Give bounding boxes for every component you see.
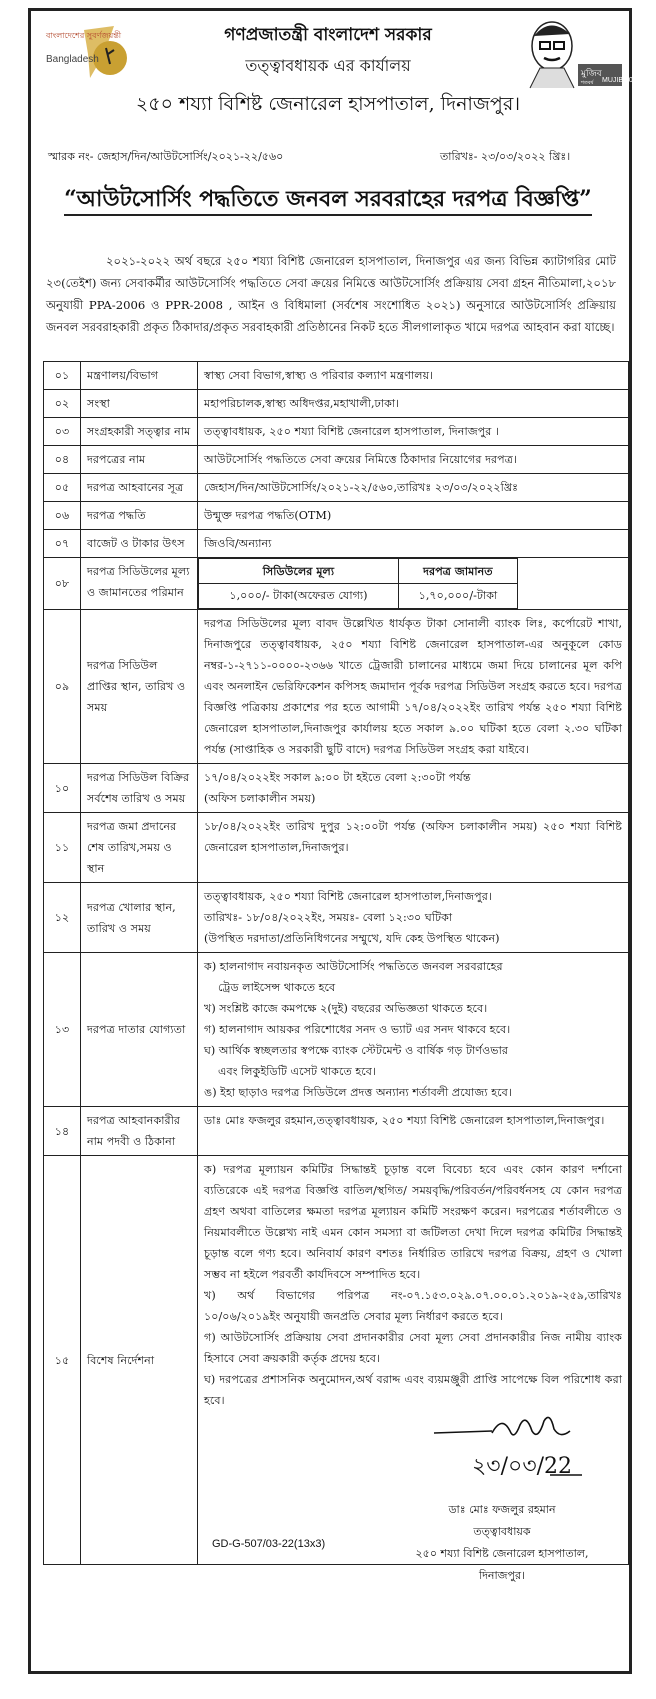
row-number: ১৪ xyxy=(44,1107,81,1156)
table-row xyxy=(44,558,629,610)
logo-right-bn-text: মুজিব xyxy=(581,69,602,79)
row-value: মহাপরিচালক,স্বাস্থ্য অধিদপ্তর,মহাখালী,ঢাকা। xyxy=(198,390,629,418)
intro-paragraph: ২০২১-২০২২ অর্থ বছরে ২৫০ শয্যা বিশিষ্ট জেনারেল হাসপাতাল, দিনাজপুর এর জন্য বিভিন্ন ক্যাটাগরির মোট ২৩(তেইশ) জন্য সেবাকর্মীর আউটসোর্সিং পদ্ধতিতে সেবা ক্রয়ের নিমিত্তে আউটসোর্সিং প্রক্রিয়ায় সেবা গ্রহন নীতিমালা,২০১৮ অনুযায়ী PPA-2006 ও PPR-2008 , আইন ও বিধিমালা (সর্বশেষ সংশোধিত ২০২১) অনুসারে আউটসোর্সিং প্রক্রিয়ায় জনবল সরবরাহকারী প্রকৃত ঠিকাদার/প্রকৃত সরবাহকারী প্রতিষ্ঠানের নিকট হতে সীলগালাকৃত খামে দরপত্র আহবান করা যাচ্ছে। xyxy=(46,254,616,334)
row-value xyxy=(198,883,629,953)
table-row xyxy=(44,418,629,446)
row-value: স্বাস্থ্য সেবা বিভাগ,স্বাস্থ্য ও পরিবার কল্যাণ মন্ত্রণালয়। xyxy=(198,362,629,390)
row-label: দরপত্র আহবানের সূত্র xyxy=(81,474,198,502)
row-label: বাজেট ও টাকার উৎস xyxy=(81,530,198,558)
qualification-item: ঘ) আর্থিক স্বচ্ছলতার স্বপক্ষে ব্যাংক স্টেটমেন্ট ও বার্ষিক গড় টার্ণওভার xyxy=(204,1044,509,1057)
table-row xyxy=(44,390,629,418)
row-number: ১০ xyxy=(44,764,81,813)
ad-code: GD-G-507/03-22(13x3) xyxy=(212,1538,326,1550)
table-row xyxy=(44,530,629,558)
tender-spec-table xyxy=(43,361,629,1582)
row-number: ০৫ xyxy=(44,474,81,502)
table-row xyxy=(44,502,629,530)
row-label: দরপত্র সিডিউল বিক্রির সর্বশেষ তারিখ ও সময় xyxy=(81,764,198,813)
fee-schedule-price: ১,০০০/- টাকা(অফেরত যোগ্য) xyxy=(199,584,399,609)
row-label: দরপত্র দাতার যোগ্যতা xyxy=(81,953,198,1107)
row-number: ১৩ xyxy=(44,953,81,1107)
memo-date: তারিখঃ- ২৩/০৩/২০২২ খ্রিঃ। xyxy=(440,150,571,163)
table-row xyxy=(44,610,629,764)
signatory-info xyxy=(392,1499,612,1587)
fee-table xyxy=(198,558,518,609)
row-number: ০৯ xyxy=(44,610,81,764)
row-label: দরপত্র সিডিউল প্রাপ্তির স্থান, তারিখ ও সময় xyxy=(81,610,198,764)
signatory-name: ডাঃ মোঃ ফজলুর রহমান xyxy=(448,1503,556,1516)
row-value: জেহাস/দিন/আউটসোর্সিং/২০২১-২২/৫৬০,তারিখঃ ২৩/০৩/২০২২খ্রিঃ xyxy=(198,474,629,502)
row-line: (অফিস চলাকালীন সময়) xyxy=(204,792,316,805)
row-line: ১৭/০৪/২০২২ইং সকাল ৯:০০ টা হইতে বেলা ২:৩০টা পর্যন্ত xyxy=(204,771,471,784)
signature-date: ২৩/০৩/22 xyxy=(472,1454,573,1479)
signatory-city: দিনাজপুর। xyxy=(479,1569,525,1582)
notice-title xyxy=(0,182,656,219)
fee-header-schedule-price: সিডিউলের মূল্য xyxy=(199,559,399,584)
fee-security: ১,৭০,০০০/-টাকা xyxy=(398,584,517,609)
row-value xyxy=(198,953,629,1107)
qualification-item: ট্রেড লাইসেন্স থাকতে হবে xyxy=(218,981,336,994)
signature-icon xyxy=(432,1411,582,1481)
signatory-designation: তত্ত্বাবধায়ক xyxy=(473,1525,531,1538)
row-label: মন্ত্রণালয়/বিভাগ xyxy=(81,362,198,390)
table-row xyxy=(44,764,629,813)
table-row xyxy=(44,813,629,883)
row-number: ০৩ xyxy=(44,418,81,446)
row-value xyxy=(198,1156,629,1582)
row-value: উন্মুক্ত দরপত্র পদ্ধতি(OTM) xyxy=(198,502,629,530)
row-label: দরপত্র জমা প্রদানের শেষ তারিখ,সময় ও স্থান xyxy=(81,813,198,883)
row-value: দরপত্র সিডিউলের মূল্য বাবদ উল্লেখিত ধার্যকৃত টাকা সোনালী ব্যাংক লিঃ, কর্পোরেট শাখা, দিনাজপুরে তত্ত্বাবধায়ক, ২৫০ শয্যা বিশিষ্ট জেনারেল হাসপাতাল-এর অনুকূলে কোড নম্বর-১-২৭১১-০০০০-২৩৬৬ খাতে ট্রেজারী চালানের মাধ্যমে জমা দিয়ে চালানের মূল কপি এবং অনলাইন ভেরিফিকেশন কপিসহ জমাদান পূর্বক দরপত্র সিডিউল সংগ্রহ করতে হবে। দরপত্র বিজ্ঞপ্তি পত্রিকায় প্রকাশের পর হতে আগামী ১৭/০৪/২০২২ইং তারিখ পর্যন্ত ২৫০ শয্যা বিশিষ্ট জেনারেল হাসপাতাল,দিনাজপুর কার্যালয় হতে সকাল ৯.০০ ঘটিকা হতে বেলা ২.৩০ ঘটিকা পর্যন্ত (সাপ্তাহিক ও সরকারী ছুটি বাদে) দরপত্র সিডিউল সংগ্রহ করা যাইবে। xyxy=(198,610,629,764)
row-value: ১৮/০৪/২০২২ইং তারিখ দুপুর ১২:০০টা পর্যন্ত (অফিস চলাকালীন সময়) ২৫০ শয্যা বিশিষ্ট জেনারেল হাসপাতাল,দিনাজপুর। xyxy=(198,813,629,883)
memo-reference: স্মারক নং- জেহাস/দিন/আউটসোর্সিং/২০২১-২২/৫৬০ xyxy=(48,150,284,163)
qualification-item: গ) হালনাগাদ আয়কর পরিশোধের সনদ ও ভ্যাট এর সনদ থাকবে হবে। xyxy=(204,1023,511,1036)
row-value: আউটসোর্সিং পদ্ধতিতে সেবা ক্রয়ের নিমিত্তে ঠিকাদার নিয়োগের দরপত্র। xyxy=(198,446,629,474)
logo-left-bn-text: বাংলাদেশের সুবর্ণজয়ন্তী xyxy=(46,31,122,40)
instruction-item: খ) অর্থ বিভাগের পরিপত্র নং-০৭.১৫৩.০২৯.০৭.০০.০১.২০১৯-২৫৯,তারিখঃ ১০/০৬/২০১৯ইং অনুযায়ী জনপ্রতি সেবার মূল্য নির্ধারণ করতে হবে। xyxy=(204,1289,622,1323)
row-number: ১১ xyxy=(44,813,81,883)
row-label: দরপত্র আহবানকারীর নাম পদবী ও ঠিকানা xyxy=(81,1107,198,1156)
instruction-item: ঘ) দরপত্রের প্রশাসনিক অনুমোদন,অর্থ বরাদ্দ এবং ব্যয়মঞ্জুরী প্রাপ্তি সাপেক্ষে বিল পরিশোধ করা হবে। xyxy=(204,1373,622,1407)
notice-title-text: “আউটসোর্সিং পদ্ধতিতে জনবল সরবরাহের দরপত্র বিজ্ঞপ্তি” xyxy=(64,186,592,216)
row-number: ০২ xyxy=(44,390,81,418)
table-row xyxy=(44,446,629,474)
row-line: (উপস্থিত দরদাতা/প্রতিনিধিগনের সম্মুখে, যদি কেহ উপস্থিত থাকেন) xyxy=(204,932,500,945)
row-number: ০১ xyxy=(44,362,81,390)
row-number: ০৭ xyxy=(44,530,81,558)
row-number: ০৬ xyxy=(44,502,81,530)
fee-header-security: দরপত্র জামানত xyxy=(398,559,517,584)
signatory-office: ২৫০ শয্যা বিশিষ্ট জেনারেল হাসপাতাল, xyxy=(415,1547,589,1560)
row-value xyxy=(198,764,629,813)
office-heading: তত্ত্বাবধায়ক এর কার্যালয় xyxy=(245,56,411,75)
row-number: ০৮ xyxy=(44,558,81,610)
row-label: দরপত্র খোলার স্থান, তারিখ ও সময় xyxy=(81,883,198,953)
qualification-item: এবং লিকুইডিটি এসেট থাকতে হবে। xyxy=(218,1065,376,1078)
table-row xyxy=(44,474,629,502)
qualification-item: ঙ) ইহা ছাড়াও দরপত্র সিডিউলে প্রদত্ত অন্যান্য শর্তাবলী প্রযোজ্য হবে। xyxy=(204,1086,512,1099)
row-label: দরপত্র সিডিউলের মূল্য ও জামানতের পরিমান xyxy=(81,558,198,610)
table-row xyxy=(44,1156,629,1565)
row-value: জিওবি/অন্যান্য xyxy=(198,530,629,558)
row-number: ১৫ xyxy=(44,1156,81,1565)
signature-block xyxy=(204,1411,622,1582)
row-number: ০৪ xyxy=(44,446,81,474)
logo-left-en-text: Bangladesh xyxy=(46,54,99,65)
table-row xyxy=(44,883,629,953)
row-label: দরপত্রের নাম xyxy=(81,446,198,474)
row-number: ১২ xyxy=(44,883,81,953)
row-value: ডাঃ মোঃ ফজলুর রহমান,তত্ত্বাবধায়ক, ২৫০ শয্যা বিশিষ্ট জেনারেল হাসপাতাল,দিনাজপুর। xyxy=(198,1107,629,1156)
qualification-item: খ) সংশ্লিষ্ট কাজে কমপক্ষে ২(দুই) বছরের অভিজ্ঞতা থাকতে হবে। xyxy=(204,1002,488,1015)
table-row xyxy=(44,1107,629,1156)
row-label: সংস্থা xyxy=(81,390,198,418)
instruction-item: ক) দরপত্র মূল্যায়ন কমিটির সিদ্ধান্তই চূড়ান্ত বলে বিবেচ্য হবে এবং কোন কারণ দর্শানো ব্যতিরেকে এই দরপত্র বিজ্ঞপ্তি বাতিল/স্থগিত/ সময়বৃদ্ধি/পরিবর্তন/পরিবর্ধনসহ যে কোন দরপত্র গ্রহণ অথবা বাতিলের ক্ষমতা দরপত্র মূল্যায়ন কমিটি সংরক্ষণ করেন। দরপত্রের শর্তাবলীতে ও নিয়মাবলীতে উল্লেখ্য নাই এমন কোন সমস্যা বা জটিলতা দেখা দিলে দরপত্র কমিটির সিদ্ধান্তই চূড়ান্ত বলে গণ্য হবে। অনিবার্য কারণ বশতঃ নির্ধারিত তারিখে দরপত্র বিক্রয়, গ্রহণ ও খোলা সম্ভব না হইলে পরবর্তী কার্যদিবসে সম্পাদিত হবে। xyxy=(204,1163,622,1281)
row-line: তারিখঃ- ১৮/০৪/২০২২ইং, সময়ঃ- বেলা ১২:৩০ ঘটিকা xyxy=(204,911,453,924)
logo-right-en-text: MUJIB 100 xyxy=(602,77,637,84)
row-label: সংগ্রহকারী সত্ত্বার নাম xyxy=(81,418,198,446)
logo-right-sub-text: শতবর্ষ xyxy=(581,80,594,86)
instruction-item: গ) আউটসোর্সিং প্রক্রিয়ায় সেবা প্রদানকারীর সেবা মূল্য সেবা প্রদানকারীর নিজ নামীয় ব্যাংক হিসাবে সেবা ক্রয়কারী কর্তৃক প্রদেয় হবে। xyxy=(204,1331,622,1365)
qualification-item: ক) হালনাগাদ নবায়নকৃত আউটসোর্সিং পদ্ধতিতে জনবল সরবরাহের xyxy=(204,960,503,973)
table-row xyxy=(44,953,629,1107)
row-label: বিশেষ নির্দেশনা xyxy=(81,1156,198,1565)
government-heading: গণপ্রজাতন্ত্রী বাংলাদেশ সরকার xyxy=(224,25,432,45)
row-value: তত্ত্বাবধায়ক, ২৫০ শয্যা বিশিষ্ট জেনারেল হাসপাতাল, দিনাজপুর । xyxy=(198,418,629,446)
hospital-heading: ২৫০ শয্যা বিশিষ্ট জেনারেল হাসপাতাল, দিনাজপুর। xyxy=(135,93,521,115)
row-value xyxy=(198,558,629,610)
table-row xyxy=(44,362,629,390)
row-label: দরপত্র পদ্ধতি xyxy=(81,502,198,530)
row-line: তত্ত্বাবধায়ক, ২৫০ শয্যা বিশিষ্ট জেনারেল হাসপাতাল,দিনাজপুর। xyxy=(204,890,492,903)
